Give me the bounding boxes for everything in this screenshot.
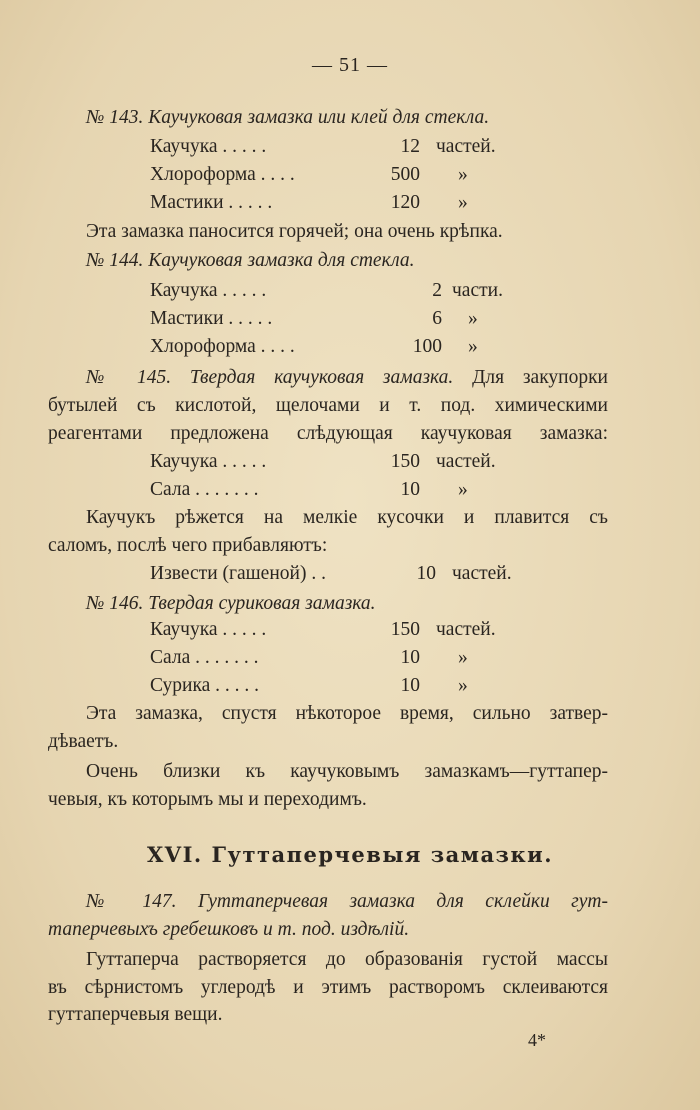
recipe-146-note: Эта замазка, спустя нѣкоторое время, сильно затвер- — [86, 703, 608, 724]
ingredient-unit: » — [458, 479, 468, 500]
ingredient-name: Каучука . . . . . — [150, 451, 267, 472]
ingredient-name: Хлороформа . . . . — [150, 164, 295, 185]
recipe-144-title: № 144. Каучуковая замазка для стекла. — [86, 250, 415, 271]
recipe-143-note: Эта замазка паносится горячей; она очень крѣпка. — [86, 221, 503, 242]
ingredient-name: Извести (гашеной) . . — [150, 563, 326, 584]
section-heading: XVI. Гуттаперчевыя замазки. — [146, 842, 554, 867]
recipe-143-title: № 143. Каучуковая замазка или клей для стекла. — [86, 107, 490, 128]
recipe-145-title-line — [86, 364, 608, 392]
ingredient-unit: частей. — [436, 136, 496, 157]
ingredient-qty: 2 — [432, 280, 442, 301]
recipe-147-title: № 147. Гуттаперчевая замазка для склейки гут- — [86, 891, 608, 912]
ingredient-unit: частей. — [436, 619, 496, 640]
ingredient-unit: » — [458, 192, 468, 213]
recipe-145-text: бутылей съ кислотой, щелочами и т. под. химическими — [48, 395, 608, 416]
transition-text: Очень близки къ каучуковымъ замазкамъ—гуттапер- — [86, 761, 608, 782]
ingredient-qty: 500 — [390, 164, 420, 185]
ingredient-qty: 12 — [400, 136, 420, 157]
ingredient-unit: частей. — [452, 563, 512, 584]
ingredient-name: Каучука . . . . . — [150, 280, 267, 301]
signature-mark: 4* — [528, 1030, 546, 1050]
ingredient-name: Сала . . . . . . . — [150, 479, 259, 500]
ingredient-qty: 150 — [390, 619, 420, 640]
ingredient-unit: » — [458, 164, 468, 185]
ingredient-qty: 10 — [400, 647, 420, 668]
recipe-145-text: реагентами предложена слѣдующая каучуковая замазка: — [48, 423, 608, 444]
ingredient-qty: 150 — [390, 451, 420, 472]
ingredient-name: Сала . . . . . . . — [150, 647, 259, 668]
ingredient-qty: 10 — [416, 563, 436, 584]
ingredient-qty: 6 — [432, 308, 442, 329]
ingredient-unit: » — [458, 675, 468, 696]
ingredient-qty: 10 — [400, 675, 420, 696]
ingredient-qty: 10 — [400, 479, 420, 500]
ingredient-name: Мастики . . . . . — [150, 308, 273, 329]
ingredient-qty: 120 — [390, 192, 420, 213]
recipe-145-after: Каучукъ рѣжется на мелкіе кусочки и плавится съ — [86, 507, 608, 528]
recipe-147-title: таперчевыхъ гребешковъ и т. под. издѣлій. — [48, 919, 410, 940]
recipe-145-after: саломъ, послѣ чего прибавляютъ: — [48, 535, 328, 556]
ingredient-name: Хлороформа . . . . — [150, 336, 295, 357]
ingredient-unit: части. — [452, 280, 503, 301]
recipe-146-note: дѣваетъ. — [48, 731, 119, 752]
transition-text: чевыя, къ которымъ мы и переходимъ. — [48, 789, 367, 810]
ingredient-name: Мастики . . . . . — [150, 192, 273, 213]
recipe-147-text: Гуттаперча растворяется до образованія густой массы — [86, 949, 608, 970]
recipe-145-title: № 145. Твердая каучуковая замазка. — [86, 367, 454, 388]
ingredient-unit: » — [458, 647, 468, 668]
ingredient-name: Каучука . . . . . — [150, 619, 267, 640]
ingredient-unit: » — [468, 308, 478, 329]
recipe-145-title-rest: Для закупорки — [472, 367, 608, 388]
ingredient-unit: » — [468, 336, 478, 357]
recipe-146-title: № 146. Твердая суриковая замазка. — [86, 593, 376, 614]
recipe-147-text: въ сѣрнистомъ углеродѣ и этимъ растворомъ склеиваются — [48, 977, 608, 998]
recipe-147-text: гуттаперчевыя вещи. — [48, 1004, 223, 1025]
ingredient-name: Каучука . . . . . — [150, 136, 267, 157]
ingredient-name: Сурика . . . . . — [150, 675, 260, 696]
page-number: — 51 — — [312, 54, 388, 76]
ingredient-qty: 100 — [412, 336, 442, 357]
ingredient-unit: частей. — [436, 451, 496, 472]
